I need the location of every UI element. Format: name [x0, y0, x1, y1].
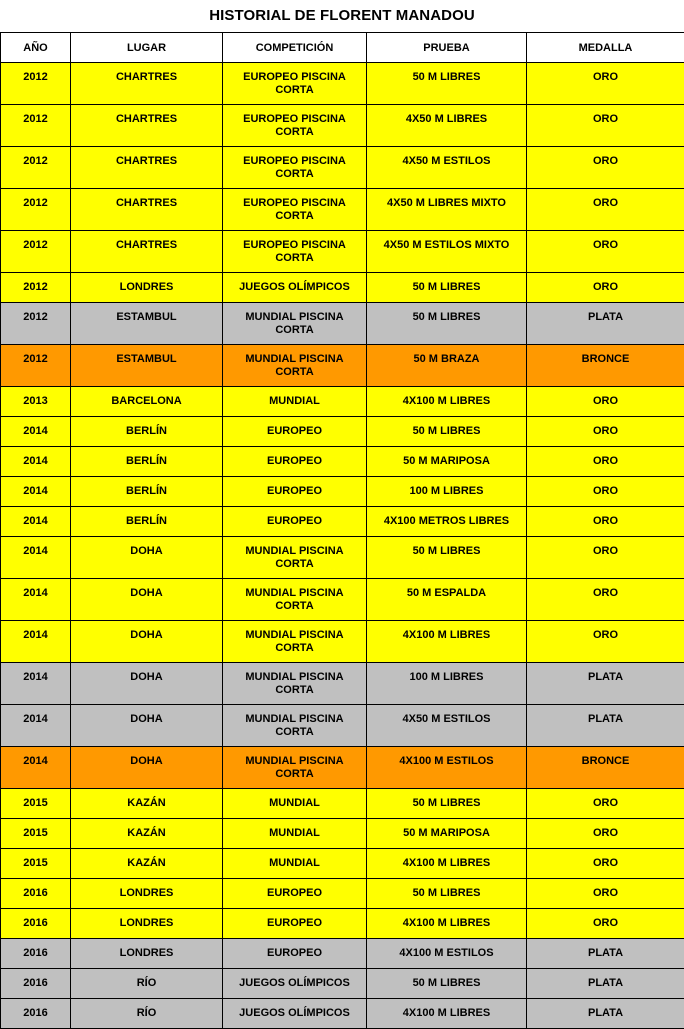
cell-medal: ORO [527, 507, 684, 537]
cell-medal: ORO [527, 879, 684, 909]
cell-place: BARCELONA [71, 387, 223, 417]
cell-event: 50 M LIBRES [367, 969, 527, 999]
cell-competition: EUROPEO PISCINA CORTA [223, 231, 367, 273]
cell-year: 2015 [1, 819, 71, 849]
cell-competition: MUNDIAL PISCINA CORTA [223, 345, 367, 387]
cell-competition: MUNDIAL PISCINA CORTA [223, 303, 367, 345]
cell-event: 4X100 M LIBRES [367, 909, 527, 939]
table-row [1, 303, 684, 345]
cell-competition: EUROPEO [223, 417, 367, 447]
cell-competition: EUROPEO PISCINA CORTA [223, 147, 367, 189]
cell-medal: ORO [527, 537, 684, 579]
cell-medal: ORO [527, 231, 684, 273]
cell-medal: ORO [527, 909, 684, 939]
cell-medal: PLATA [527, 939, 684, 969]
cell-competition: MUNDIAL [223, 849, 367, 879]
medal-history-table [0, 32, 684, 1029]
cell-event: 50 M BRAZA [367, 345, 527, 387]
cell-competition: EUROPEO [223, 447, 367, 477]
column-header-place: LUGAR [71, 33, 223, 63]
cell-medal: ORO [527, 105, 684, 147]
cell-place: ESTAMBUL [71, 345, 223, 387]
cell-year: 2012 [1, 147, 71, 189]
cell-competition: MUNDIAL PISCINA CORTA [223, 747, 367, 789]
cell-place: CHARTRES [71, 231, 223, 273]
cell-competition: JUEGOS OLÍMPICOS [223, 999, 367, 1029]
cell-place: RÍO [71, 999, 223, 1029]
cell-medal: ORO [527, 621, 684, 663]
cell-place: BERLÍN [71, 507, 223, 537]
cell-event: 100 M LIBRES [367, 663, 527, 705]
cell-medal: ORO [527, 273, 684, 303]
table-row [1, 879, 684, 909]
cell-year: 2016 [1, 909, 71, 939]
cell-place: ESTAMBUL [71, 303, 223, 345]
cell-competition: MUNDIAL PISCINA CORTA [223, 579, 367, 621]
cell-year: 2014 [1, 621, 71, 663]
cell-medal: ORO [527, 417, 684, 447]
cell-place: KAZÁN [71, 819, 223, 849]
cell-year: 2014 [1, 705, 71, 747]
cell-year: 2015 [1, 789, 71, 819]
cell-event: 4X50 M ESTILOS MIXTO [367, 231, 527, 273]
cell-place: RÍO [71, 969, 223, 999]
table-row [1, 579, 684, 621]
table-header-row [1, 33, 684, 63]
cell-event: 50 M LIBRES [367, 537, 527, 579]
cell-year: 2012 [1, 303, 71, 345]
cell-place: BERLÍN [71, 447, 223, 477]
cell-competition: MUNDIAL [223, 789, 367, 819]
cell-competition: MUNDIAL [223, 387, 367, 417]
table-row [1, 345, 684, 387]
cell-year: 2014 [1, 537, 71, 579]
cell-medal: PLATA [527, 705, 684, 747]
cell-event: 50 M MARIPOSA [367, 819, 527, 849]
cell-medal: PLATA [527, 969, 684, 999]
table-row [1, 849, 684, 879]
cell-event: 50 M LIBRES [367, 303, 527, 345]
table-row [1, 507, 684, 537]
cell-medal: ORO [527, 579, 684, 621]
table-row [1, 939, 684, 969]
cell-year: 2016 [1, 999, 71, 1029]
cell-event: 4X50 M ESTILOS [367, 705, 527, 747]
cell-place: CHARTRES [71, 63, 223, 105]
cell-event: 4X50 M LIBRES MIXTO [367, 189, 527, 231]
cell-medal: BRONCE [527, 345, 684, 387]
table-row [1, 105, 684, 147]
cell-year: 2014 [1, 663, 71, 705]
cell-place: LONDRES [71, 879, 223, 909]
cell-medal: ORO [527, 789, 684, 819]
cell-year: 2014 [1, 447, 71, 477]
cell-place: DOHA [71, 579, 223, 621]
cell-year: 2012 [1, 231, 71, 273]
cell-year: 2014 [1, 507, 71, 537]
column-header-competition: COMPETICIÓN [223, 33, 367, 63]
cell-place: LONDRES [71, 273, 223, 303]
cell-competition: JUEGOS OLÍMPICOS [223, 969, 367, 999]
table-row [1, 273, 684, 303]
cell-place: DOHA [71, 747, 223, 789]
table-body [1, 63, 684, 1029]
cell-year: 2014 [1, 417, 71, 447]
table-row [1, 969, 684, 999]
cell-event: 4X100 M LIBRES [367, 849, 527, 879]
cell-event: 100 M LIBRES [367, 477, 527, 507]
cell-place: DOHA [71, 621, 223, 663]
cell-medal: PLATA [527, 303, 684, 345]
cell-year: 2012 [1, 105, 71, 147]
cell-event: 50 M LIBRES [367, 273, 527, 303]
cell-place: DOHA [71, 663, 223, 705]
cell-year: 2014 [1, 477, 71, 507]
cell-event: 4X100 M LIBRES [367, 999, 527, 1029]
cell-place: DOHA [71, 705, 223, 747]
cell-competition: MUNDIAL PISCINA CORTA [223, 621, 367, 663]
table-row [1, 147, 684, 189]
cell-place: KAZÁN [71, 849, 223, 879]
cell-competition: MUNDIAL [223, 819, 367, 849]
table-row [1, 537, 684, 579]
cell-event: 50 M ESPALDA [367, 579, 527, 621]
cell-medal: PLATA [527, 999, 684, 1029]
cell-event: 4X50 M ESTILOS [367, 147, 527, 189]
table-row [1, 417, 684, 447]
cell-medal: ORO [527, 819, 684, 849]
cell-year: 2016 [1, 879, 71, 909]
cell-competition: EUROPEO [223, 879, 367, 909]
cell-year: 2014 [1, 747, 71, 789]
cell-event: 4X100 M ESTILOS [367, 747, 527, 789]
cell-place: LONDRES [71, 939, 223, 969]
cell-competition: EUROPEO PISCINA CORTA [223, 105, 367, 147]
cell-event: 50 M LIBRES [367, 879, 527, 909]
cell-competition: MUNDIAL PISCINA CORTA [223, 537, 367, 579]
cell-competition: EUROPEO [223, 909, 367, 939]
table-row [1, 477, 684, 507]
cell-medal: ORO [527, 477, 684, 507]
table-row [1, 189, 684, 231]
cell-place: DOHA [71, 537, 223, 579]
column-header-event: PRUEBA [367, 33, 527, 63]
cell-competition: EUROPEO [223, 507, 367, 537]
cell-place: BERLÍN [71, 417, 223, 447]
column-header-year: AÑO [1, 33, 71, 63]
cell-place: LONDRES [71, 909, 223, 939]
cell-year: 2012 [1, 345, 71, 387]
cell-competition: MUNDIAL PISCINA CORTA [223, 663, 367, 705]
cell-place: BERLÍN [71, 477, 223, 507]
cell-medal: PLATA [527, 663, 684, 705]
page-title: HISTORIAL DE FLORENT MANADOU [0, 0, 684, 32]
cell-event: 4X100 METROS LIBRES [367, 507, 527, 537]
cell-medal: ORO [527, 189, 684, 231]
cell-competition: EUROPEO PISCINA CORTA [223, 189, 367, 231]
cell-event: 4X100 M ESTILOS [367, 939, 527, 969]
cell-competition: MUNDIAL PISCINA CORTA [223, 705, 367, 747]
cell-place: CHARTRES [71, 189, 223, 231]
table-row [1, 819, 684, 849]
cell-medal: ORO [527, 63, 684, 105]
cell-year: 2012 [1, 189, 71, 231]
cell-year: 2016 [1, 969, 71, 999]
cell-year: 2016 [1, 939, 71, 969]
cell-year: 2015 [1, 849, 71, 879]
cell-medal: ORO [527, 447, 684, 477]
table-row [1, 63, 684, 105]
cell-medal: BRONCE [527, 747, 684, 789]
table-row [1, 999, 684, 1029]
table-row [1, 231, 684, 273]
column-header-medal: MEDALLA [527, 33, 684, 63]
table-row [1, 747, 684, 789]
cell-event: 4X100 M LIBRES [367, 621, 527, 663]
cell-place: CHARTRES [71, 105, 223, 147]
cell-medal: ORO [527, 849, 684, 879]
table-row [1, 387, 684, 417]
cell-year: 2012 [1, 63, 71, 105]
table-row [1, 789, 684, 819]
cell-event: 50 M LIBRES [367, 789, 527, 819]
table-row [1, 909, 684, 939]
cell-place: KAZÁN [71, 789, 223, 819]
cell-year: 2013 [1, 387, 71, 417]
cell-medal: ORO [527, 387, 684, 417]
table-row [1, 621, 684, 663]
table-row [1, 705, 684, 747]
cell-event: 50 M LIBRES [367, 63, 527, 105]
cell-event: 4X100 M LIBRES [367, 387, 527, 417]
cell-event: 50 M LIBRES [367, 417, 527, 447]
cell-year: 2012 [1, 273, 71, 303]
cell-medal: ORO [527, 147, 684, 189]
table-row [1, 663, 684, 705]
cell-year: 2014 [1, 579, 71, 621]
cell-place: CHARTRES [71, 147, 223, 189]
cell-competition: EUROPEO PISCINA CORTA [223, 63, 367, 105]
cell-event: 50 M MARIPOSA [367, 447, 527, 477]
cell-competition: JUEGOS OLÍMPICOS [223, 273, 367, 303]
table-row [1, 447, 684, 477]
cell-competition: EUROPEO [223, 939, 367, 969]
cell-competition: EUROPEO [223, 477, 367, 507]
cell-event: 4X50 M LIBRES [367, 105, 527, 147]
